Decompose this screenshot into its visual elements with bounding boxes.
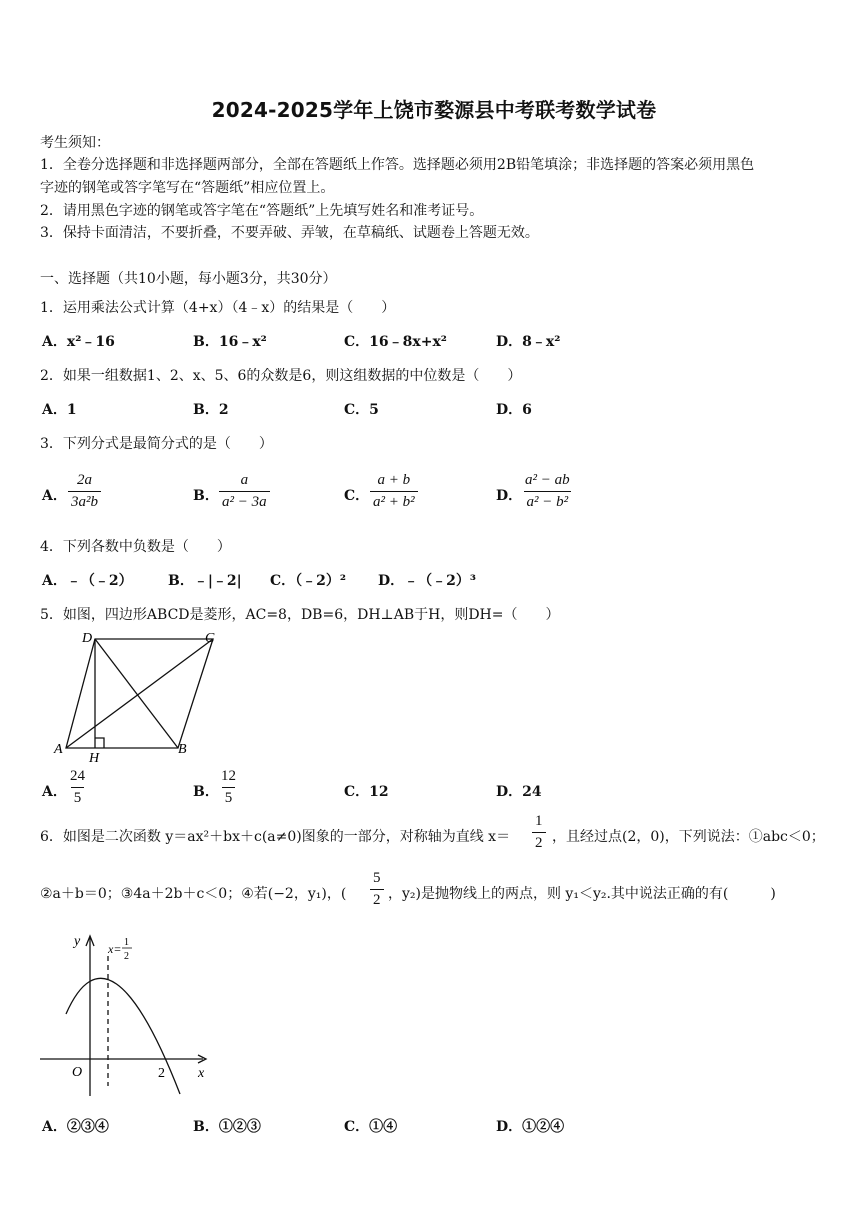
q6-option-d[interactable]: D．①②④ — [496, 1119, 565, 1135]
q1-option-a[interactable]: A．x²﹣16 — [42, 334, 115, 350]
q3-a-numerator: 2a — [77, 472, 92, 488]
question-5-stem: 5．如图，四边形ABCD是菱形，AC=8，DB=6，DH⊥AB于H，则DH=（ ） — [40, 607, 560, 623]
q3-a-denominator: 3a²b — [68, 491, 101, 510]
notice-item-2: 2．请用黑色字迹的钢笔或答字笔在“答题纸”上先填写姓名和准考证号。 — [40, 203, 484, 219]
q3-option-d-label[interactable]: D． — [496, 488, 523, 504]
tick-two: 2 — [158, 1066, 165, 1081]
q3-option-c-label[interactable]: C． — [344, 488, 370, 504]
notice-item-1: 1．全卷分选择题和非选择题两部分，全部在答题纸上作答。选择题必须用2B铅笔填涂；非选择题的答案必须用黑色 — [40, 157, 755, 173]
notice-heading: 考生须知： — [40, 135, 110, 151]
q2-option-a[interactable]: A．1 — [42, 402, 77, 418]
page-title: 2024-2025学年上饶市婺源县中考联考数学试卷 — [211, 98, 657, 122]
label-h: H — [89, 751, 100, 766]
q2-option-b[interactable]: B．2 — [193, 402, 229, 418]
q5-option-d[interactable]: D．24 — [496, 784, 542, 800]
q6-option-c[interactable]: C．①④ — [344, 1119, 398, 1135]
q4-option-c[interactable]: C．（﹣2）² — [270, 573, 347, 589]
q6-axis-denominator: 2 — [532, 832, 546, 851]
q3-b-denominator: a² − 3a — [219, 491, 270, 510]
q5-a-denominator: 5 — [71, 787, 85, 806]
q6-point-denominator: 2 — [370, 889, 384, 908]
q4-option-a[interactable]: A．﹣（﹣2） — [42, 573, 133, 589]
q5-b-numerator: 12 — [221, 768, 236, 784]
q6-point-numerator: 5 — [373, 870, 381, 886]
q4-option-d[interactable]: D．﹣（﹣2）³ — [378, 573, 477, 589]
q5-option-b-label[interactable]: B． — [193, 784, 219, 800]
x-axis-label: x — [198, 1066, 205, 1081]
q5-option-a-label[interactable]: A． — [42, 784, 67, 800]
question-6-line-2: ②a＋b＝0；③4a＋2b＋c＜0；④若(−2，y₁)，( — [40, 886, 347, 902]
q1-option-b[interactable]: B．16﹣x² — [193, 334, 267, 350]
axis-eq-label: x= — [108, 942, 122, 956]
label-b: B — [178, 742, 187, 757]
notice-item-3: 3．保持卡面清洁，不要折叠，不要弄破、弄皱，在草稿纸、试题卷上答题无效。 — [40, 225, 539, 241]
q3-c-numerator: a + b — [377, 472, 411, 488]
q5-option-b-fraction[interactable] — [218, 769, 239, 806]
q4-option-b[interactable]: B．﹣|﹣2| — [168, 573, 242, 589]
q3-option-d-fraction[interactable] — [522, 473, 573, 510]
q6-option-b[interactable]: B．①②③ — [193, 1119, 261, 1135]
parabola-figure — [38, 926, 218, 1098]
origin-label: O — [72, 1065, 83, 1080]
q2-option-d[interactable]: D．6 — [496, 402, 532, 418]
q5-option-a-fraction[interactable] — [67, 769, 88, 806]
question-2-stem: 2．如果一组数据1、2、x、5、6的众数是6，则这组数据的中位数是（ ） — [40, 368, 522, 384]
q3-d-numerator: a² − ab — [525, 472, 570, 488]
q6-axis-fraction — [532, 814, 546, 851]
q6-axis-numerator: 1 — [535, 813, 543, 829]
q5-a-numerator: 24 — [70, 768, 85, 784]
label-a: A — [54, 742, 63, 757]
q3-d-denominator: a² − b² — [524, 491, 572, 510]
q1-option-c[interactable]: C．16﹣8x+x² — [344, 334, 447, 350]
question-6-stem-cont: ，且经过点(2，0)，下列说法：①abc＜0； — [552, 829, 825, 845]
rhombus-figure — [48, 626, 228, 766]
q6-point-fraction — [370, 871, 384, 908]
axis-eq-den: 2 — [124, 951, 129, 962]
notice-item-1-cont: 字迹的钢笔或答字笔写在“答题纸”相应位置上。 — [40, 180, 335, 196]
q3-option-c-fraction[interactable] — [370, 473, 418, 510]
label-d: D — [82, 631, 93, 646]
q3-c-denominator: a² + b² — [370, 491, 418, 510]
question-4-stem: 4．下列各数中负数是（ ） — [40, 539, 231, 555]
y-axis-label: y — [74, 934, 81, 949]
q3-option-b-fraction[interactable] — [219, 473, 270, 510]
section-heading: 一、选择题（共10小题，每小题3分，共30分） — [40, 271, 337, 287]
question-3-stem: 3．下列分式是最简分式的是（ ） — [40, 436, 273, 452]
question-1-stem: 1．运用乘法公式计算（4+x）（4﹣x）的结果是（ ） — [40, 300, 396, 316]
q1-option-d[interactable]: D．8﹣x² — [496, 334, 561, 350]
q3-b-numerator: a — [240, 472, 249, 488]
q6-option-a[interactable]: A．②③④ — [42, 1119, 109, 1135]
q3-option-b-label[interactable]: B． — [193, 488, 219, 504]
q5-b-denominator: 5 — [222, 787, 236, 806]
question-6-stem: 6．如图是二次函数 y＝ax²＋bx＋c(a≠0)图象的一部分，对称轴为直线 x＝ — [40, 829, 511, 845]
q3-option-a-fraction[interactable] — [68, 473, 101, 510]
q2-option-c[interactable]: C．5 — [344, 402, 379, 418]
label-c: C — [205, 631, 215, 646]
q3-option-a-label[interactable]: A． — [42, 488, 67, 504]
q5-option-c[interactable]: C．12 — [344, 784, 389, 800]
question-6-line-2-cont: ，y₂)是抛物线上的两点，则 y₁＜y₂.其中说法正确的有( ) — [388, 886, 776, 902]
axis-eq-num: 1 — [124, 937, 129, 948]
